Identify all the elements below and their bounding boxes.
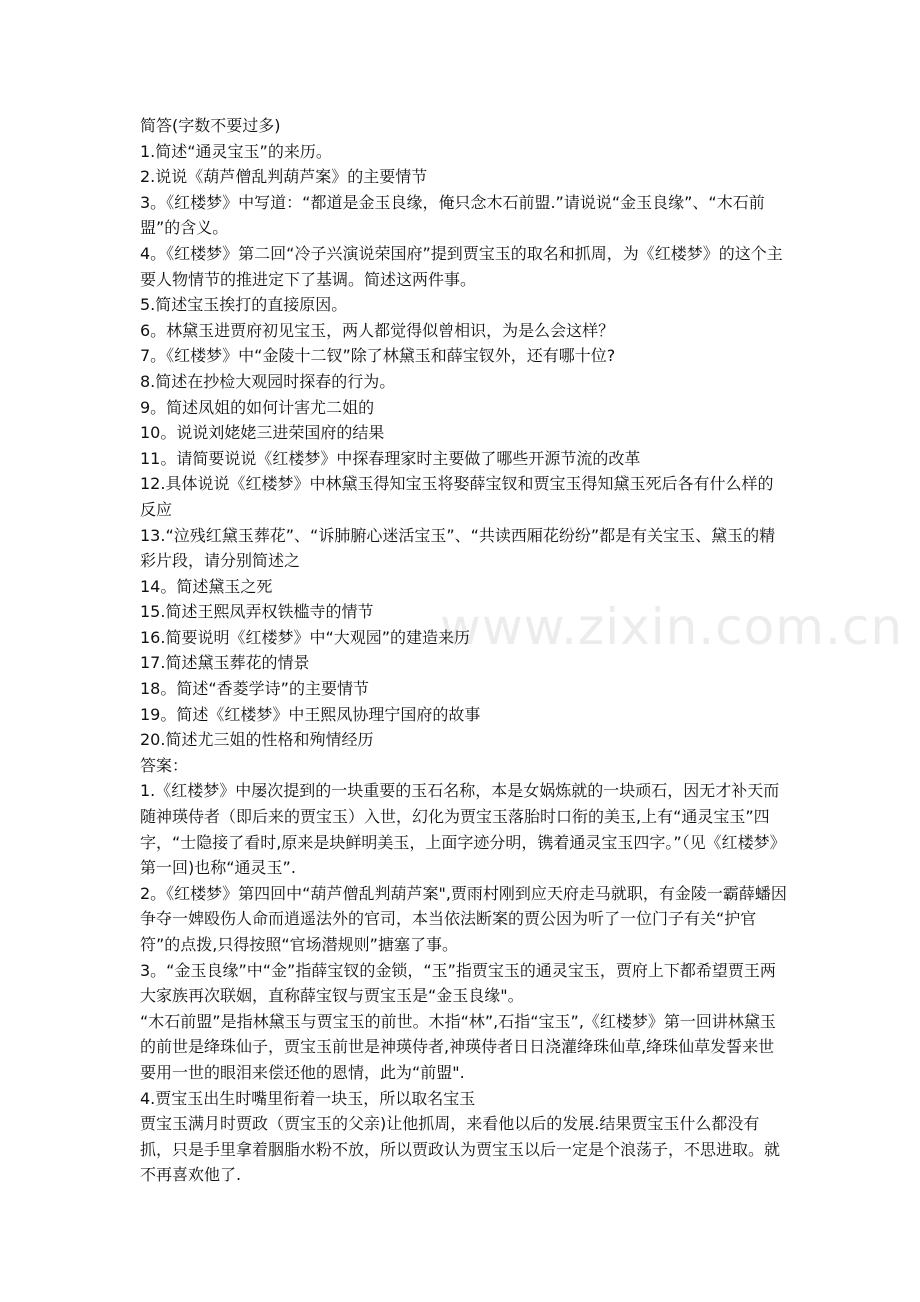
text-line: 10。说说刘姥姥三进荣国府的结果: [140, 423, 385, 443]
text-line: 7。《红楼梦》中“金陵十二钗”除了林黛玉和薛宝钗外，还有哪十位?: [140, 346, 616, 366]
text-line: 15.简述王熙凤弄权铁槛寺的情节: [140, 602, 374, 622]
text-line: 20.简述尤三姐的性格和殉情经历: [140, 730, 374, 750]
text-line: 3。“金玉良缘”中“金”指薛宝钗的金锁，“玉”指贾宝玉的通灵宝玉，贾府上下都希望贾王两大家族再次联姻，直称薛宝钗与贾宝玉是“金玉良缘"。: [140, 960, 776, 1006]
text-line: 4。《红楼梦》第二回“冷子兴演说荣国府”提到贾宝玉的取名和抓周，为《红楼梦》的这个主要人物情节的推进定下了基调。简述这两件事。: [140, 243, 783, 289]
text-line: 3。《红楼梦》中写道：“都道是金玉良缘，俺只念木石前盟.”请说说“金玉良缘”、“木石前盟”的含义。: [140, 192, 765, 238]
text-line: 16.简要说明《红楼梦》中“大观园”的建造来历: [140, 627, 471, 647]
text-line: 8.简述在抄检大观园时探春的行为。: [140, 371, 396, 391]
watermark: www.zixin.com.cn: [440, 598, 904, 656]
text-line: 14。简述黛玉之死: [140, 576, 273, 596]
text-line: 6。林黛玉进贾府初见宝玉，两人都觉得似曾相识，为是么会这样？: [140, 320, 615, 340]
text-line: 2。《红楼梦》第四回中“葫芦僧乱判葫芦案",贾雨村刚到应天府走马就职，有金陵一霸薛蟠因争夺一婢殴伤人命而逍遥法外的官司，本当依法断案的贾公因为听了一位门子有关“护官符”的点拨,只得按照“官场潜规则”搪塞了事。: [140, 883, 787, 954]
text-line: 11。请简要说说《红楼梦》中探春理家时主要做了哪些开源节流的改革: [140, 448, 641, 468]
text-line: 12.具体说说《红楼梦》中林黛玉得知宝玉将娶薛宝钗和贾宝玉得知黛玉死后各有什么样的反应: [140, 474, 774, 519]
text-line: 13.“泣残红黛玉葬花”、“诉肺腑心迷活宝玉”、“共读西厢花纷纷”都是有关宝玉、黛玉的精彩片段，请分别简述之: [140, 525, 776, 571]
text-line: 1.《红楼梦》中屡次提到的一块重要的玉石名称，本是女娲炼就的一块顽石，因无才补天而随神瑛侍者（即后来的贾宝玉）入世，幻化为贾宝玉落胎时口衔的美玉,上有“通灵宝玉”四字，“士隐接了看时,原来是块鲜明美玉，上面字迹分明，镌着通灵宝玉四字。”（见《红楼梦》第一回)也称“通灵玉”.: [140, 781, 786, 878]
text-line: 18。简述“香菱学诗”的主要情节: [140, 679, 369, 699]
document-heading: 简答(字数不要过多): [140, 116, 281, 135]
text-line: 17.简述黛玉葬花的情景: [140, 653, 310, 673]
answers-heading: 答案：: [140, 755, 189, 775]
text-line: 贾宝玉满月时贾政（贾宝玉的父亲)让他抓周，来看他以后的发展.结果贾宝玉什么都没有抓，只是手里拿着胭脂水粉不放，所以贾政认为贾宝玉以后一定是个浪荡子，不思进取。就不再喜欢他了.: [140, 1114, 781, 1185]
document-body: [140, 113, 788, 1188]
text-line: “木石前盟”是指林黛玉与贾宝玉的前世。木指“林”,石指“宝玉”,《红楼梦》第一回讲林黛玉的前世是绛珠仙子，贾宝玉前世是神瑛侍者,神瑛侍者日日浇灌绛珠仙草,绛珠仙草发誓来世要用一世的眼泪来偿还他的恩情，此为“前盟".: [140, 1011, 776, 1082]
text-line: 1.简述“通灵宝玉”的来历。: [140, 141, 332, 161]
text-line: 5.简述宝玉挨打的直接原因。: [140, 295, 348, 315]
text-line: 2.说说《葫芦僧乱判葫芦案》的主要情节: [140, 167, 428, 187]
text-line: 4.贾宝玉出生时嘴里衔着一块玉，所以取名宝玉: [140, 1088, 476, 1108]
text-line: 9。简述凤姐的如何计害尤二姐的: [140, 397, 375, 417]
text-line: 19。简述《红楼梦》中王熙凤协理宁国府的故事: [140, 704, 481, 724]
